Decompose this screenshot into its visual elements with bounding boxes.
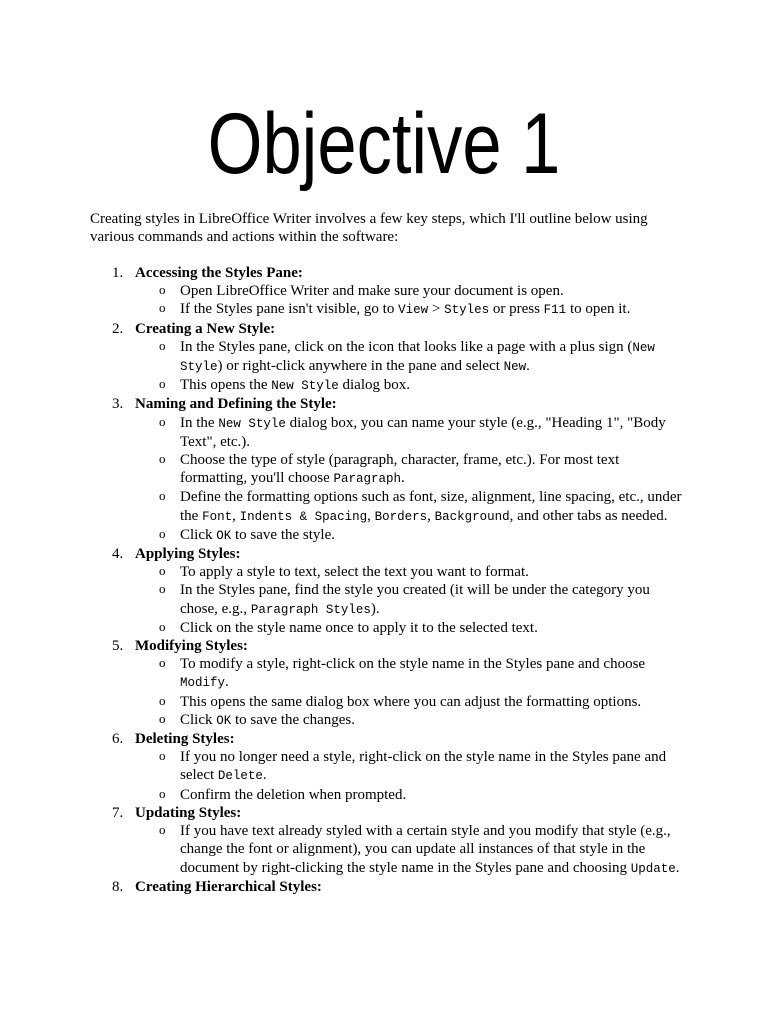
text-run: ). <box>370 600 380 617</box>
circle-bullet-icon: o <box>159 692 166 708</box>
sub-list-item <box>135 563 686 581</box>
text-run: This opens the <box>180 377 272 394</box>
sub-list <box>135 822 686 878</box>
text-run: , <box>367 507 375 524</box>
sub-list <box>135 563 686 637</box>
sub-list-item <box>135 619 686 637</box>
circle-bullet-icon: o <box>159 710 166 726</box>
text-run: . <box>675 859 680 876</box>
inline-code: Update <box>630 861 676 876</box>
list-item <box>90 804 686 878</box>
item-heading: Applying Styles: <box>135 546 241 563</box>
sub-list-item <box>135 488 686 525</box>
text-run: dialog box. <box>338 377 411 394</box>
list-item <box>90 395 686 545</box>
document-title: Objective 1 <box>207 96 561 192</box>
item-number: 5. <box>112 638 124 655</box>
circle-bullet-icon: o <box>159 413 166 429</box>
circle-bullet-icon: o <box>159 822 166 838</box>
circle-bullet-icon: o <box>159 563 166 579</box>
inline-code: New Style <box>218 416 286 431</box>
circle-bullet-icon: o <box>159 451 166 467</box>
text-run: In the <box>180 414 219 431</box>
sub-list-item <box>135 822 686 878</box>
inline-code: View <box>398 303 429 318</box>
sub-list-item <box>135 693 686 711</box>
text-run: Define the formatting options such as font, size, alignment, line spacing, etc., under the <box>180 489 682 524</box>
text-run: Open LibreOffice Writer and make sure your document is open. <box>180 283 564 300</box>
inline-code: Paragraph <box>333 472 402 487</box>
inline-code: Styles <box>444 303 490 318</box>
circle-bullet-icon: o <box>159 581 166 597</box>
inline-code: OK <box>216 528 232 543</box>
item-heading: Creating Hierarchical Styles: <box>135 878 322 895</box>
circle-bullet-icon: o <box>159 785 166 801</box>
sub-list <box>135 282 686 319</box>
sub-list-item <box>135 451 686 488</box>
sub-list-item <box>135 581 686 618</box>
text-run: Click on the style name once to apply it to the selected text. <box>180 619 538 636</box>
text-run: Confirm the deletion when prompted. <box>180 786 407 803</box>
intro-paragraph: Creating styles in LibreOffice Writer involves a few key steps, which I'll outline below using various commands and actions within the software: <box>90 211 648 246</box>
text-run: To apply a style to text, select the text you want to format. <box>180 564 529 581</box>
item-number: 3. <box>112 396 124 413</box>
sub-list-item <box>135 786 686 804</box>
circle-bullet-icon: o <box>159 337 166 353</box>
text-run: . <box>526 358 530 375</box>
inline-code: Indents & Spacing <box>239 509 368 524</box>
inline-code: New <box>503 360 527 375</box>
circle-bullet-icon: o <box>159 655 166 671</box>
inline-code: OK <box>216 713 232 728</box>
list-item <box>90 264 686 320</box>
list-item <box>90 730 686 804</box>
item-heading: Naming and Defining the Style: <box>135 396 337 413</box>
inline-code: Borders <box>374 509 428 524</box>
sub-list-item <box>135 711 686 730</box>
text-run: Click <box>180 711 217 728</box>
sub-list-item <box>135 376 686 395</box>
text-run: to save the style. <box>231 526 335 543</box>
text-run: dialog box, you can name your style (e.g., "Heading 1", "Body Text", etc.). <box>180 414 666 450</box>
item-heading: Modifying Styles: <box>135 638 248 655</box>
list-item <box>90 320 686 396</box>
item-heading: Creating a New Style: <box>135 320 276 337</box>
sub-list <box>135 414 686 545</box>
text-run: This opens the same dialog box where you can adjust the formatting options. <box>180 693 642 710</box>
text-run: . <box>401 470 405 487</box>
sub-list-item <box>135 338 686 376</box>
sub-list-item <box>135 526 686 545</box>
inline-code: Modify <box>180 676 226 691</box>
item-heading: Deleting Styles: <box>135 731 235 748</box>
item-number: 1. <box>112 265 124 281</box>
text-run: > <box>428 301 445 318</box>
circle-bullet-icon: o <box>159 618 166 634</box>
text-run: . <box>262 767 267 784</box>
inline-code: Background <box>434 509 510 524</box>
sub-list <box>135 338 686 396</box>
text-run: In the Styles pane, click on the icon that looks like a page with a plus sign ( <box>180 338 633 355</box>
circle-bullet-icon: o <box>159 300 166 316</box>
text-run: . <box>225 674 229 691</box>
text-run: To modify a style, right-click on the style name in the Styles pane and choose <box>180 656 646 673</box>
item-heading: Accessing the Styles Pane: <box>135 265 303 281</box>
circle-bullet-icon: o <box>159 282 166 298</box>
text-run: If you no longer need a style, right-click on the style name in the Styles pane and select <box>180 749 667 784</box>
item-number: 4. <box>112 546 124 563</box>
text-run: Click <box>180 526 217 543</box>
circle-bullet-icon: o <box>159 525 166 541</box>
list-item <box>90 878 686 896</box>
sub-list-item <box>135 300 686 319</box>
text-run: to open it. <box>566 301 631 318</box>
inline-code: F11 <box>543 303 567 318</box>
sub-list-item <box>135 414 686 451</box>
sub-list-item <box>135 748 686 785</box>
list-item <box>90 545 686 637</box>
steps-list <box>90 264 686 896</box>
text-run: In the Styles pane, find the style you created (it will be under the category you chose, e.g., <box>180 582 650 617</box>
text-run: , <box>427 507 435 524</box>
text-run: , <box>232 507 240 524</box>
text-run: ) or right-click anywhere in the pane and select <box>217 358 504 375</box>
circle-bullet-icon: o <box>159 488 166 504</box>
circle-bullet-icon: o <box>159 376 166 392</box>
item-heading: Updating Styles: <box>135 804 242 821</box>
text-run: , and other tabs as needed. <box>509 507 668 524</box>
inline-code: Font <box>202 509 233 524</box>
sub-list <box>135 748 686 804</box>
inline-code: New Style <box>180 340 655 375</box>
text-run: or press <box>489 301 544 318</box>
inline-code: Delete <box>217 769 263 784</box>
item-number: 2. <box>112 320 124 337</box>
inline-code: Paragraph Styles <box>250 602 371 617</box>
list-item <box>90 637 686 730</box>
text-run: If you have text already styled with a certain style and you modify that style (e.g., change the font or alignment), you can update all instances of that style in the document by right-clicking the style name in the Styles pane and choosing <box>180 823 671 876</box>
text-run: If the Styles pane isn't visible, go to <box>180 301 399 318</box>
sub-list-item <box>135 282 686 300</box>
text-run: Choose the type of style (paragraph, character, frame, etc.). For most text formatting, you'll choose <box>180 452 620 487</box>
item-number: 8. <box>112 878 124 895</box>
item-number: 7. <box>112 804 124 821</box>
circle-bullet-icon: o <box>159 748 166 764</box>
text-run: to save the changes. <box>231 711 355 728</box>
inline-code: New Style <box>271 379 339 394</box>
item-number: 6. <box>112 731 124 748</box>
sub-list <box>135 655 686 730</box>
sub-list-item <box>135 655 686 692</box>
